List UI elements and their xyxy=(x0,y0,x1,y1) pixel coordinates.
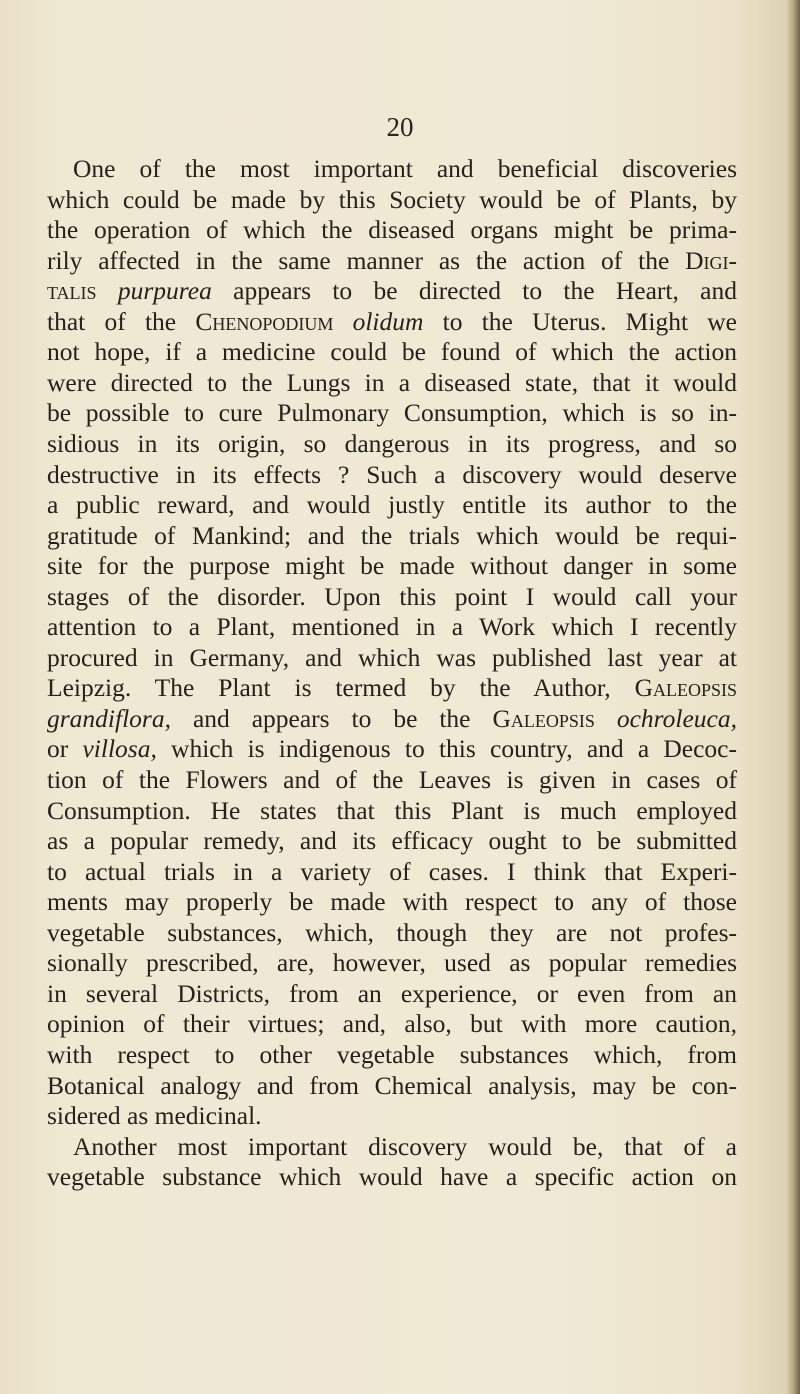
text-run: sidious in its origin, so dangerous in its progress, and so xyxy=(47,428,737,458)
text-line xyxy=(47,1162,737,1192)
text-line xyxy=(47,1009,737,1039)
text-run: as a popular remedy, and its efficacy ought to be submitted xyxy=(47,826,737,856)
text-line xyxy=(47,246,737,276)
italic-text: ochroleuca, xyxy=(616,703,737,733)
text-line xyxy=(47,734,737,764)
text-line xyxy=(47,826,737,856)
text-line xyxy=(47,429,737,459)
text-line xyxy=(47,918,737,948)
text-run: ments may properly be made with respect to any of those xyxy=(47,887,737,917)
small-caps-text: Galeopsis xyxy=(634,673,737,703)
text-run: a public reward, and would justly entitle its author to the xyxy=(47,490,737,520)
text-run: which is indigenous to this country, and a Decoc- xyxy=(156,734,737,764)
page-number: 20 xyxy=(386,112,414,142)
text-run: Leipzig. The Plant is termed by the Author, xyxy=(47,673,635,703)
text-line xyxy=(47,398,737,428)
text-run: One of the most important and beneficial discoveries xyxy=(73,154,737,183)
italic-text: purpurea xyxy=(117,276,212,306)
text-run xyxy=(595,704,617,733)
text-run: sidered as medicinal. xyxy=(47,1101,262,1131)
text-line xyxy=(47,307,737,337)
text-run: procured in Germany, and which was published last year at xyxy=(47,642,737,672)
text-run: destructive in its effects ? Such a discovery would deserve xyxy=(47,459,737,489)
page-edge-shadow xyxy=(786,0,800,1394)
text-line xyxy=(47,215,737,245)
text-line xyxy=(47,521,737,551)
text-run: vegetable substances, which, though they are not profes- xyxy=(47,917,737,947)
text-run: Consumption. He states that this Plant is much employed xyxy=(47,795,737,825)
text-line xyxy=(47,582,737,612)
text-run: appears to be directed to the Heart, and xyxy=(211,276,738,306)
text-run: were directed to the Lungs in a diseased state, that it would xyxy=(47,367,737,397)
text-line xyxy=(47,704,737,734)
text-line xyxy=(47,612,737,642)
text-run: Another most important discovery would be, that of a xyxy=(73,1131,737,1161)
text-line xyxy=(73,154,737,184)
text-run: Botanical analogy and from Chemical analysis, may be con- xyxy=(47,1070,737,1100)
italic-text: grandiflora, xyxy=(47,703,171,733)
text-line xyxy=(47,337,737,367)
small-caps-text: talis xyxy=(47,276,97,306)
text-line xyxy=(47,551,737,581)
text-run: which could be made by this Society would be of Plants, by xyxy=(47,184,737,214)
text-line xyxy=(47,979,737,1009)
text-line xyxy=(47,643,737,673)
text-run xyxy=(97,276,118,305)
text-line xyxy=(47,765,737,795)
text-line xyxy=(47,887,737,917)
text-run: or xyxy=(47,734,83,764)
text-run: sionally prescribed, are, however, used as popular remedies xyxy=(47,948,737,978)
text-run: site for the purpose might be made without danger in some xyxy=(47,551,737,581)
text-run: rily affected in the same manner as the action of the xyxy=(47,245,686,275)
text-run: opinion of their virtues; and, also, but with more caution, xyxy=(47,1009,737,1039)
small-caps-text: Digi- xyxy=(685,245,737,275)
text-line xyxy=(47,185,737,215)
text-line xyxy=(47,1101,737,1131)
text-line xyxy=(47,796,737,826)
text-line xyxy=(47,460,737,490)
text-run: in several Districts, from an experience, or even from an xyxy=(47,978,737,1008)
text-run: stages of the disorder. Upon this point I would call your xyxy=(47,581,737,611)
text-run: attention to a Plant, mentioned in a Work which I recently xyxy=(47,612,737,642)
small-caps-text: Galeopsis xyxy=(492,703,595,733)
text-run xyxy=(333,307,352,336)
text-line xyxy=(73,1132,737,1162)
text-line xyxy=(47,1071,737,1101)
italic-text: olidum xyxy=(352,306,424,336)
text-run: to actual trials in a variety of cases. I think that Experi- xyxy=(47,856,737,886)
text-line xyxy=(47,490,737,520)
text-line xyxy=(47,368,737,398)
text-run: gratitude of Mankind; and the trials which would be requi- xyxy=(47,520,737,550)
small-caps-text: Chenopodium xyxy=(195,306,334,336)
text-line xyxy=(47,673,737,703)
text-line xyxy=(47,857,737,887)
text-line xyxy=(47,1040,737,1070)
text-run: tion of the Flowers and of the Leaves is given in cases of xyxy=(47,765,737,794)
text-run: and appears to be the xyxy=(170,703,493,733)
text-line xyxy=(47,948,737,978)
text-run: that of the xyxy=(47,306,196,336)
text-line xyxy=(47,276,737,306)
text-run: not hope, if a medicine could be found of which the action xyxy=(47,337,737,367)
italic-text: villosa, xyxy=(82,734,157,764)
text-run: to the Uterus. Might we xyxy=(423,306,737,336)
text-run: be possible to cure Pulmonary Consumption, which is so in- xyxy=(47,398,737,428)
text-run: the operation of which the diseased organs might be prima- xyxy=(47,215,737,245)
text-run: vegetable substance which would have a specific action on xyxy=(47,1162,737,1192)
text-run: with respect to other vegetable substances which, from xyxy=(47,1039,737,1069)
